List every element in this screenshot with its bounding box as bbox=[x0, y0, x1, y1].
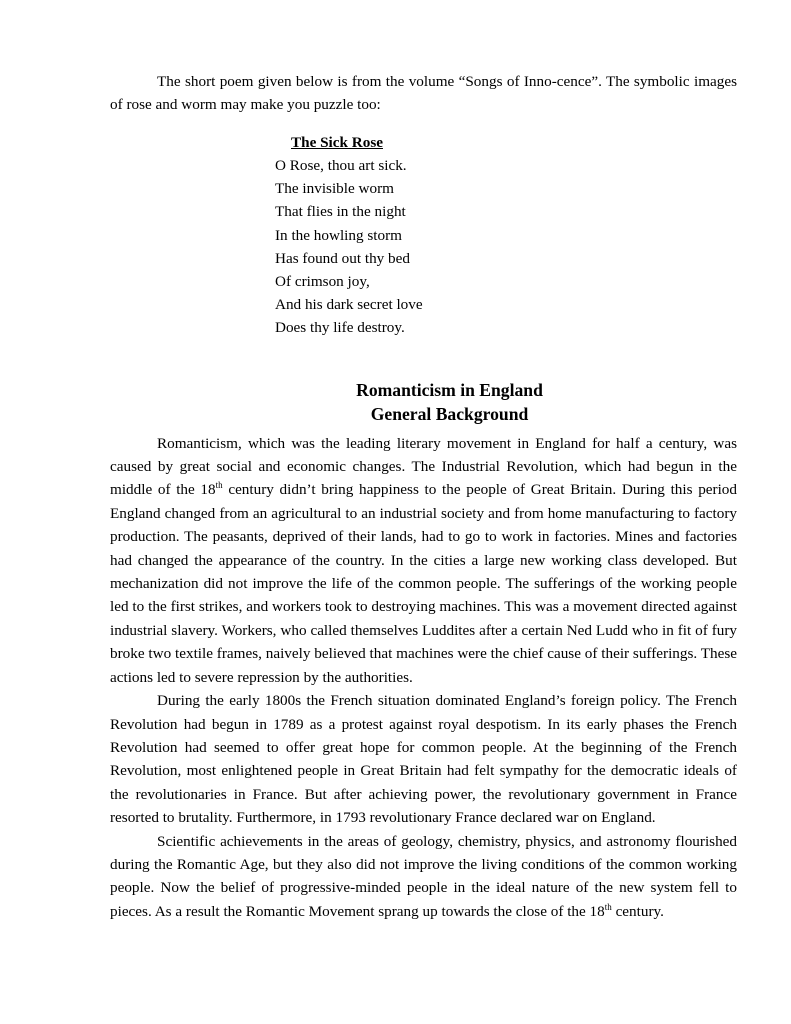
paragraph-1-text-b: century didn’t bring happiness to the people of Great Britain. During this period England changed from an agricultural to an industrial society and from home manufacturing to factory production. The peasants, deprived of their lands, had to go to work in factories. Mines and factories had changed the appearance of the country. In the cities a large new working class developed. But mechanization did not improve the life of the common people. The sufferings of the working people led to the first strikes, and workers took to destroying machines. This was a movement directed against industrial slavery. Workers, who called themselves Luddites after a certain Ned Ludd who in fit of fury broke two textile frames, naively believed that machines were the chief cause of their sufferings. These actions led to severe repression by the authorities. bbox=[110, 481, 737, 686]
paragraph-3-text-b: century. bbox=[611, 902, 664, 920]
paragraph-3-superscript: th bbox=[604, 901, 612, 912]
poem-block bbox=[275, 131, 737, 340]
poem-line: Does thy life destroy. bbox=[275, 319, 405, 337]
paragraph-2 bbox=[110, 689, 737, 829]
section-subheading: General Background bbox=[370, 403, 529, 424]
section-headings bbox=[110, 378, 737, 426]
poem-line: The invisible worm bbox=[275, 180, 394, 198]
poem-line: And his dark secret love bbox=[275, 296, 423, 314]
poem-line: O Rose, thou art sick. bbox=[275, 157, 407, 175]
poem-title: The Sick Rose bbox=[291, 133, 383, 151]
poem-line: Of crimson joy, bbox=[275, 273, 370, 291]
document-page bbox=[110, 70, 737, 923]
paragraph-3 bbox=[110, 830, 737, 924]
poem-line: That flies in the night bbox=[275, 203, 406, 221]
intro-text: The short poem given below is from the volume “Songs of Inno-cence”. The symbolic images of rose and worm may make you puzzle too: bbox=[110, 73, 737, 114]
intro-paragraph bbox=[110, 70, 737, 117]
paragraph-1-superscript: th bbox=[215, 480, 223, 491]
section-heading: Romanticism in England bbox=[356, 379, 543, 400]
paragraph-1-text-a: Romanticism, which was the leading literary movement in England for half a century, was caused by great social and economic changes. The Industrial Revolution, which had begun in the middle of the 18 bbox=[110, 434, 737, 499]
poem-line: Has found out thy bed bbox=[275, 249, 410, 267]
paragraph-1 bbox=[110, 432, 737, 689]
paragraph-3-text-a: Scientific achievements in the areas of geology, chemistry, physics, and astronomy flourished during the Romantic Age, but they also did not improve the living conditions of the common working people. Now the belief of progressive-minded people in the ideal nature of the new system fell to pieces. As a result the Romantic Movement sprang up towards the close of the 18 bbox=[110, 832, 737, 920]
paragraph-2-text: During the early 1800s the French situation dominated England’s foreign policy. The French Revolution had begun in 1789 as a protest against royal despotism. In its early phases the French Revolution had seemed to offer great hope for common people. At the beginning of the French Revolution, most enlightened people in Great Britain had felt sympathy for the democratic ideals of the revolutionaries in France. But after achieving power, the revolutionary government in France resorted to brutality. Furthermore, in 1793 revolutionary France declared war on England. bbox=[110, 692, 737, 827]
poem-line: In the howling storm bbox=[275, 226, 402, 244]
